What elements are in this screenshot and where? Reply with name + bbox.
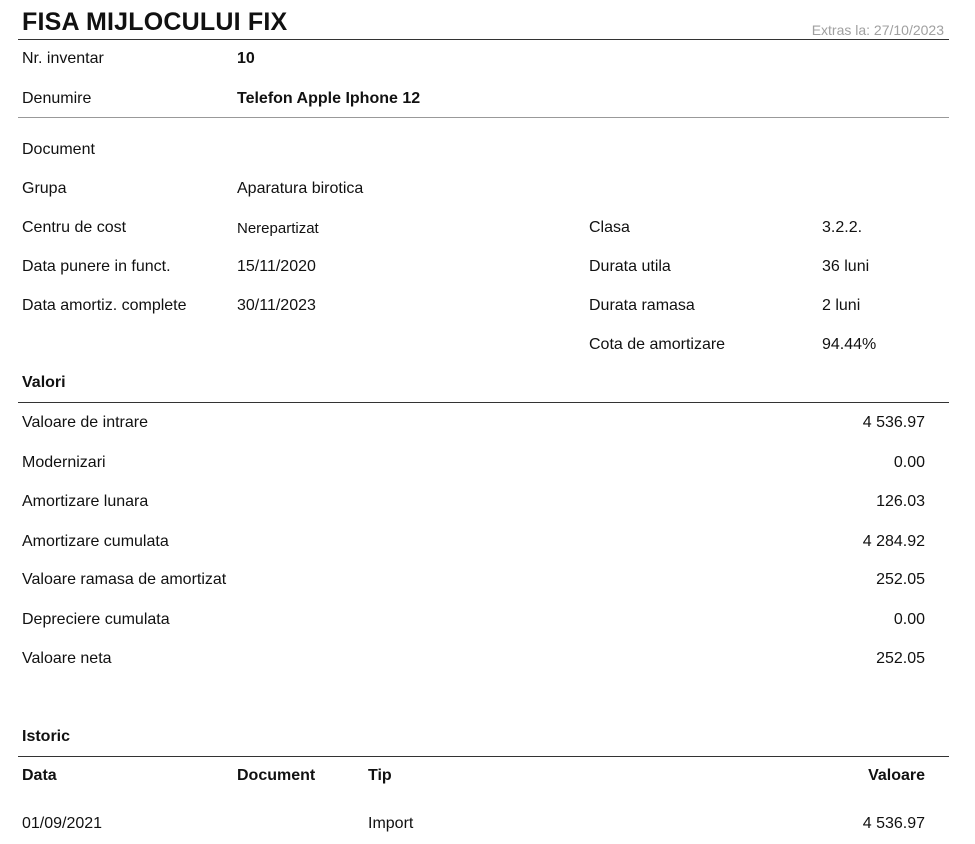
grupa-value: Aparatura birotica bbox=[237, 180, 364, 197]
data-amortiz-label: Data amortiz. complete bbox=[22, 297, 187, 314]
durata-utila-label: Durata utila bbox=[589, 258, 671, 275]
column-header-data: Data bbox=[22, 767, 57, 784]
valori-row-value: 126.03 bbox=[876, 493, 925, 510]
valori-row-label: Modernizari bbox=[22, 454, 106, 471]
cota-amortizare-label: Cota de amortizare bbox=[589, 336, 726, 353]
column-header-valoare: Valoare bbox=[868, 767, 925, 784]
valori-row-label: Amortizare cumulata bbox=[22, 533, 169, 550]
header-divider bbox=[18, 39, 949, 40]
durata-utila-value: 36 luni bbox=[822, 258, 870, 275]
extract-date: Extras la: 27/10/2023 bbox=[811, 22, 944, 38]
valori-row-value: 252.05 bbox=[876, 650, 925, 667]
cota-amortizare-value: 94.44% bbox=[822, 336, 877, 353]
nr-inventar-value: 10 bbox=[237, 50, 255, 67]
valori-row-label: Valoare de intrare bbox=[22, 414, 148, 431]
clasa-value: 3.2.2. bbox=[822, 219, 863, 236]
denumire-value: Telefon Apple Iphone 12 bbox=[237, 90, 421, 107]
valori-row-label: Depreciere cumulata bbox=[22, 611, 170, 628]
data-punere-value: 15/11/2020 bbox=[237, 258, 316, 275]
nr-inventar-label: Nr. inventar bbox=[22, 50, 104, 67]
data-punere-label: Data punere in funct. bbox=[22, 258, 171, 275]
durata-ramasa-value: 2 luni bbox=[822, 297, 861, 314]
document-label: Document bbox=[22, 141, 95, 158]
column-header-tip: Tip bbox=[368, 767, 392, 784]
identity-divider bbox=[18, 117, 949, 118]
column-header-document: Document bbox=[237, 767, 316, 784]
istoric-divider bbox=[18, 756, 949, 757]
valori-row-value: 0.00 bbox=[893, 611, 925, 628]
valori-row-label: Valoare neta bbox=[22, 650, 112, 667]
valori-section-title: Valori bbox=[22, 374, 66, 391]
page-title: FISA MIJLOCULUI FIX bbox=[22, 8, 288, 36]
valori-divider bbox=[18, 402, 949, 403]
durata-ramasa-label: Durata ramasa bbox=[589, 297, 695, 314]
istoric-row-tip: Import bbox=[368, 815, 414, 832]
valori-row-value: 0.00 bbox=[893, 454, 925, 471]
grupa-label: Grupa bbox=[22, 180, 67, 197]
denumire-label: Denumire bbox=[22, 90, 92, 107]
valori-row-label: Amortizare lunara bbox=[22, 493, 149, 510]
data-amortiz-value: 30/11/2023 bbox=[237, 297, 316, 314]
valori-row-label: Valoare ramasa de amortizat bbox=[22, 571, 227, 588]
centru-cost-label: Centru de cost bbox=[22, 219, 127, 236]
centru-cost-value: Nerepartizat bbox=[237, 220, 319, 237]
valori-row-value: 4 284.92 bbox=[862, 533, 925, 550]
istoric-section-title: Istoric bbox=[22, 728, 71, 745]
istoric-row-data: 01/09/2021 bbox=[22, 815, 103, 832]
clasa-label: Clasa bbox=[589, 219, 630, 236]
valori-row-value: 4 536.97 bbox=[862, 414, 925, 431]
valori-row-value: 252.05 bbox=[876, 571, 925, 588]
istoric-row-valoare: 4 536.97 bbox=[862, 815, 925, 832]
